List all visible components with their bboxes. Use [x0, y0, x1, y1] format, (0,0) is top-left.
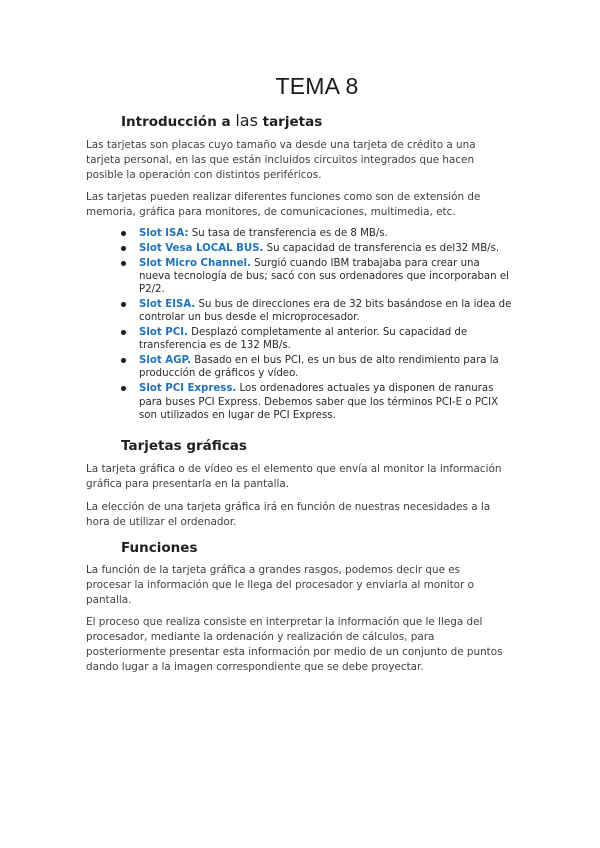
document-title: TEMA 8: [275, 73, 359, 99]
paragraph-intro-1: Las tarjetas son placas cuyo tamaño va desde una tarjeta de crédito a una tarjeta personal, en las que están incluidos circuitos integrados que hacen posible la operación con distintos periféricos.: [86, 139, 476, 181]
bullet-term: Slot PCI.: [139, 327, 188, 339]
bullet-text: Su capacidad de transferencia es del32 MB/s.: [263, 242, 500, 254]
bullet-text: Basado en el bus PCI, es un bus de alto rendimiento para la producción de gráficos y vídeo.: [139, 355, 499, 380]
bullet-term: Slot PCI Express.: [139, 383, 237, 395]
section-heading-intro: [121, 111, 322, 130]
bullet-icon: [121, 231, 126, 236]
bullet-icon: [121, 358, 126, 363]
bullet-text: Surgió cuando IBM trabajaba para crear una nueva tecnología de bus; sacó con sus ordenadores que incorporaban el P2/2.: [139, 257, 509, 296]
bullet-icon: [121, 261, 126, 266]
bullet-term: Slot AGP.: [139, 355, 191, 367]
heading-intro-pre: Introducción a: [121, 114, 236, 130]
bullet-icon: [121, 302, 126, 307]
paragraph-functions-1: La función de la tarjeta gráfica a grandes rasgos, podemos decir que es procesar la información que le llega del procesador y enviarla al monitor o pantalla.: [86, 564, 474, 606]
paragraph-graphics-2: La elección de una tarjeta gráfica irá en función de nuestras necesidades a la hora de utilizar el ordenador.: [86, 501, 491, 528]
bullet-text: Los ordenadores actuales ya disponen de ranuras para buses PCI Express. Debemos saber que los términos PCI-E o PCIX son utilizados en lugar de PCI Express.: [139, 383, 499, 421]
bullet-term: Slot Vesa LOCAL BUS.: [139, 242, 264, 254]
list-item: [139, 227, 514, 240]
heading-intro-post: tarjetas: [257, 114, 323, 130]
bullet-text: Desplazó completamente al anterior. Su capacidad de transferencia es de 132 MB/s.: [139, 327, 468, 352]
bullet-term: Slot Micro Channel.: [139, 257, 251, 269]
list-item: [139, 298, 514, 325]
bullet-term: Slot EISA.: [139, 298, 196, 310]
bullet-text: Su tasa de transferencia es de 8 MB/s.: [188, 228, 388, 239]
list-item: [139, 326, 514, 353]
section-heading-functions: Funciones: [121, 540, 198, 556]
bullet-icon: [121, 246, 126, 251]
bullet-icon: [121, 330, 126, 335]
list-item: [139, 382, 514, 422]
paragraph-functions-2: El proceso que realiza consiste en interpretar la información que le llega del procesador, mediante la ordenación y realización de cálculos, para posteriormente presentar esta información por medio de un conjunto de puntos dando lugar a la imagen correspondiente que se debe proyectar.: [86, 616, 503, 673]
bullet-term: Slot ISA:: [139, 228, 189, 239]
bullet-icon: [121, 386, 126, 391]
slot-bullet-list: [139, 227, 514, 424]
heading-intro-big: las: [235, 111, 258, 130]
list-item: [139, 354, 514, 381]
list-item: [139, 242, 514, 255]
paragraph-intro-2: Las tarjetas pueden realizar diferentes funciones como son de extensión de memoria, gráfica para monitores, de comunicaciones, multimedia, etc.: [86, 191, 481, 218]
bullet-text: Su bus de direcciones era de 32 bits basándose en la idea de controlar un bus desde el microprocesador.: [139, 298, 512, 324]
paragraph-graphics-1: La tarjeta gráfica o de vídeo es el elemento que envía al monitor la información gráfica para presentarla en la pantalla.: [86, 463, 502, 490]
section-heading-graphics-cards: Tarjetas gráficas: [121, 438, 247, 454]
list-item: [139, 257, 514, 297]
